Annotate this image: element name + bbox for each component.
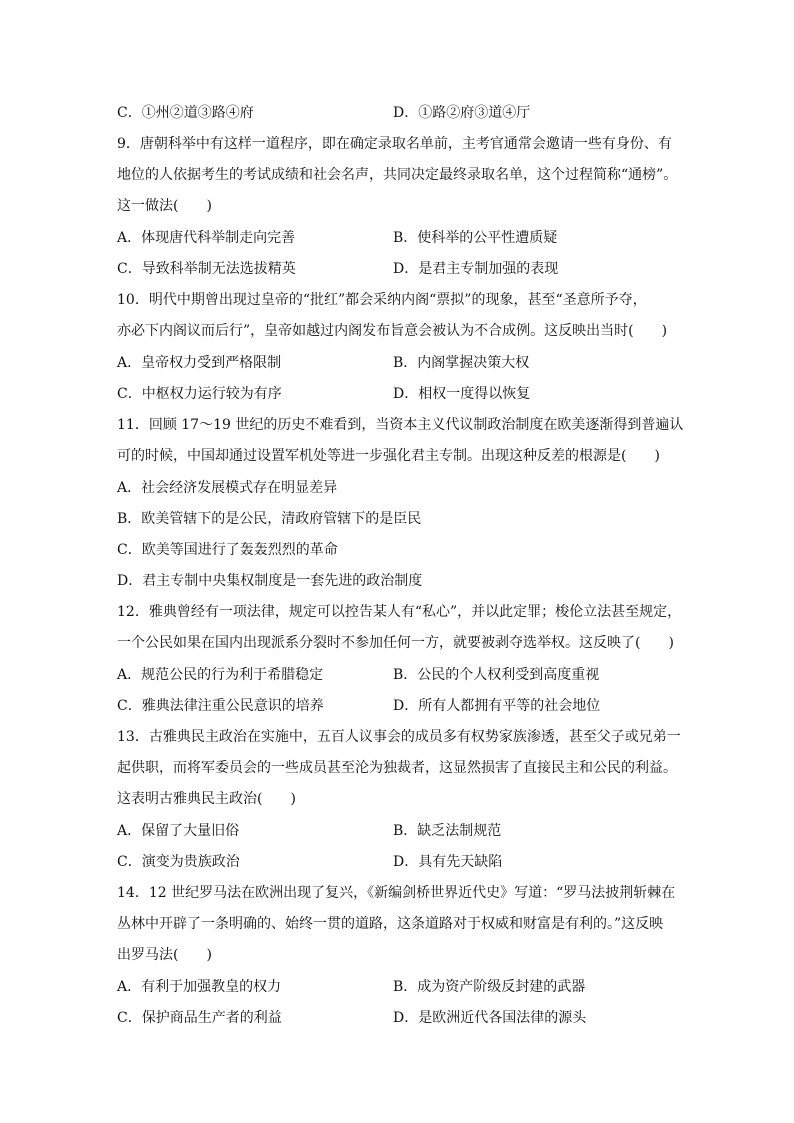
q14-stem-line-3: 出罗马法( ): [117, 947, 212, 963]
q14-option-a: A．有利于加强教皇的权力: [117, 979, 282, 995]
q14-option-c: C．保护商品生产者的利益: [117, 1010, 282, 1026]
q9-stem-line-1: 9．唐朝科举中有这样一道程序，即在确定录取名单前，主考官通常会邀请一些有身份、有: [117, 136, 672, 152]
q13-option-c: C．演变为贵族政治: [117, 854, 240, 870]
q11-stem-line-1: 11．回顾 17～19 世纪的历史不难看到，当资本主义代议制政治制度在欧美逐渐得到普遍认: [117, 417, 684, 433]
q12-option-d: D．所有人都拥有平等的社会地位: [393, 698, 601, 714]
q10-option-c: C．中枢权力运行较为有序: [117, 386, 282, 402]
q13-option-b: B．缺乏法制规范: [393, 823, 502, 839]
q12-stem-line-1: 12．雅典曾经有一项法律，规定可以控告某人有“私心”，并以此定罪；梭伦立法甚至规定，: [117, 604, 682, 620]
q8-option-d: D．①路②府③道④厅: [393, 105, 531, 121]
q10-option-b: B．内阁掌握决策大权: [393, 355, 530, 371]
q14-stem-line-1: 14．12 世纪罗马法在欧洲出现了复兴，《新编剑桥世界近代史》写道：“罗马法披荆斩棘在: [117, 885, 676, 901]
q9-option-c: C．导致科举制无法选拔精英: [117, 261, 296, 277]
q13-stem-line-1: 13．古雅典民主政治在实施中，五百人议事会的成员多有权势家族渗透，甚至父子或兄弟一: [117, 729, 681, 745]
q12-option-c: C．雅典法律注重公民意识的培养: [117, 698, 324, 714]
q9-option-a: A．体现唐代科举制走向完善: [117, 230, 296, 246]
q10-stem-line-1: 10．明代中期曾出现过皇帝的“批红”都会采纳内阁“票拟”的现象，甚至“圣意所予夺，: [117, 292, 647, 308]
q14-option-b: B．成为资产阶级反封建的武器: [393, 979, 586, 995]
q9-option-b: B．使科举的公平性遭质疑: [393, 230, 558, 246]
q8-option-c: C．①州②道③路④府: [117, 105, 254, 121]
q13-stem-line-3: 这表明古雅典民主政治( ): [117, 791, 296, 807]
q12-option-b: B．公民的个人权利受到高度重视: [393, 667, 600, 683]
q10-option-d: D．相权一度得以恢复: [393, 386, 531, 402]
q10-stem-line-2: 亦必下内阁议而后行”，皇帝如越过内阁发布旨意会被认为不合成例。这反映出当时( ): [117, 323, 668, 339]
q12-option-a: A．规范公民的行为利于希腊稳定: [117, 667, 324, 683]
q10-option-a: A．皇帝权力受到严格限制: [117, 355, 282, 371]
q13-stem-line-2: 起供职，而将军委员会的一些成员甚至沦为独裁者，这显然损害了直接民主和公民的利益。: [117, 760, 677, 776]
q9-option-d: D．是君主专制加强的表现: [393, 261, 559, 277]
q9-stem-line-2: 地位的人依据考生的考试成绩和社会名声，共同决定最终录取名单，这个过程简称“通榜”。: [117, 167, 678, 183]
q14-stem-line-2: 丛林中开辟了一条明确的、始终一贯的道路，这条道路对于权威和财富是有利的。”这反映: [117, 916, 664, 932]
q13-option-a: A．保留了大量旧俗: [117, 823, 240, 839]
q9-stem-line-3: 这一做法( ): [117, 198, 212, 214]
q11-option-d: D．君主专制中央集权制度是一套先进的政治制度: [117, 573, 423, 589]
q12-stem-line-2: 一个公民如果在国内出现派系分裂时不参加任何一方，就要被剥夺选举权。这反映了( ): [117, 635, 674, 651]
q11-option-c: C．欧美等国进行了轰轰烈烈的革命: [117, 542, 338, 558]
q14-option-d: D．是欧洲近代各国法律的源头: [393, 1010, 587, 1026]
q11-option-b: B．欧美管辖下的是公民，清政府管辖下的是臣民: [117, 511, 422, 527]
q13-option-d: D．具有先天缺陷: [393, 854, 503, 870]
q11-stem-line-2: 可的时候，中国却通过设置军机处等进一步强化君主专制。出现这种反差的根源是( ): [117, 448, 660, 464]
q11-option-a: A．社会经济发展模式存在明显差异: [117, 480, 338, 496]
